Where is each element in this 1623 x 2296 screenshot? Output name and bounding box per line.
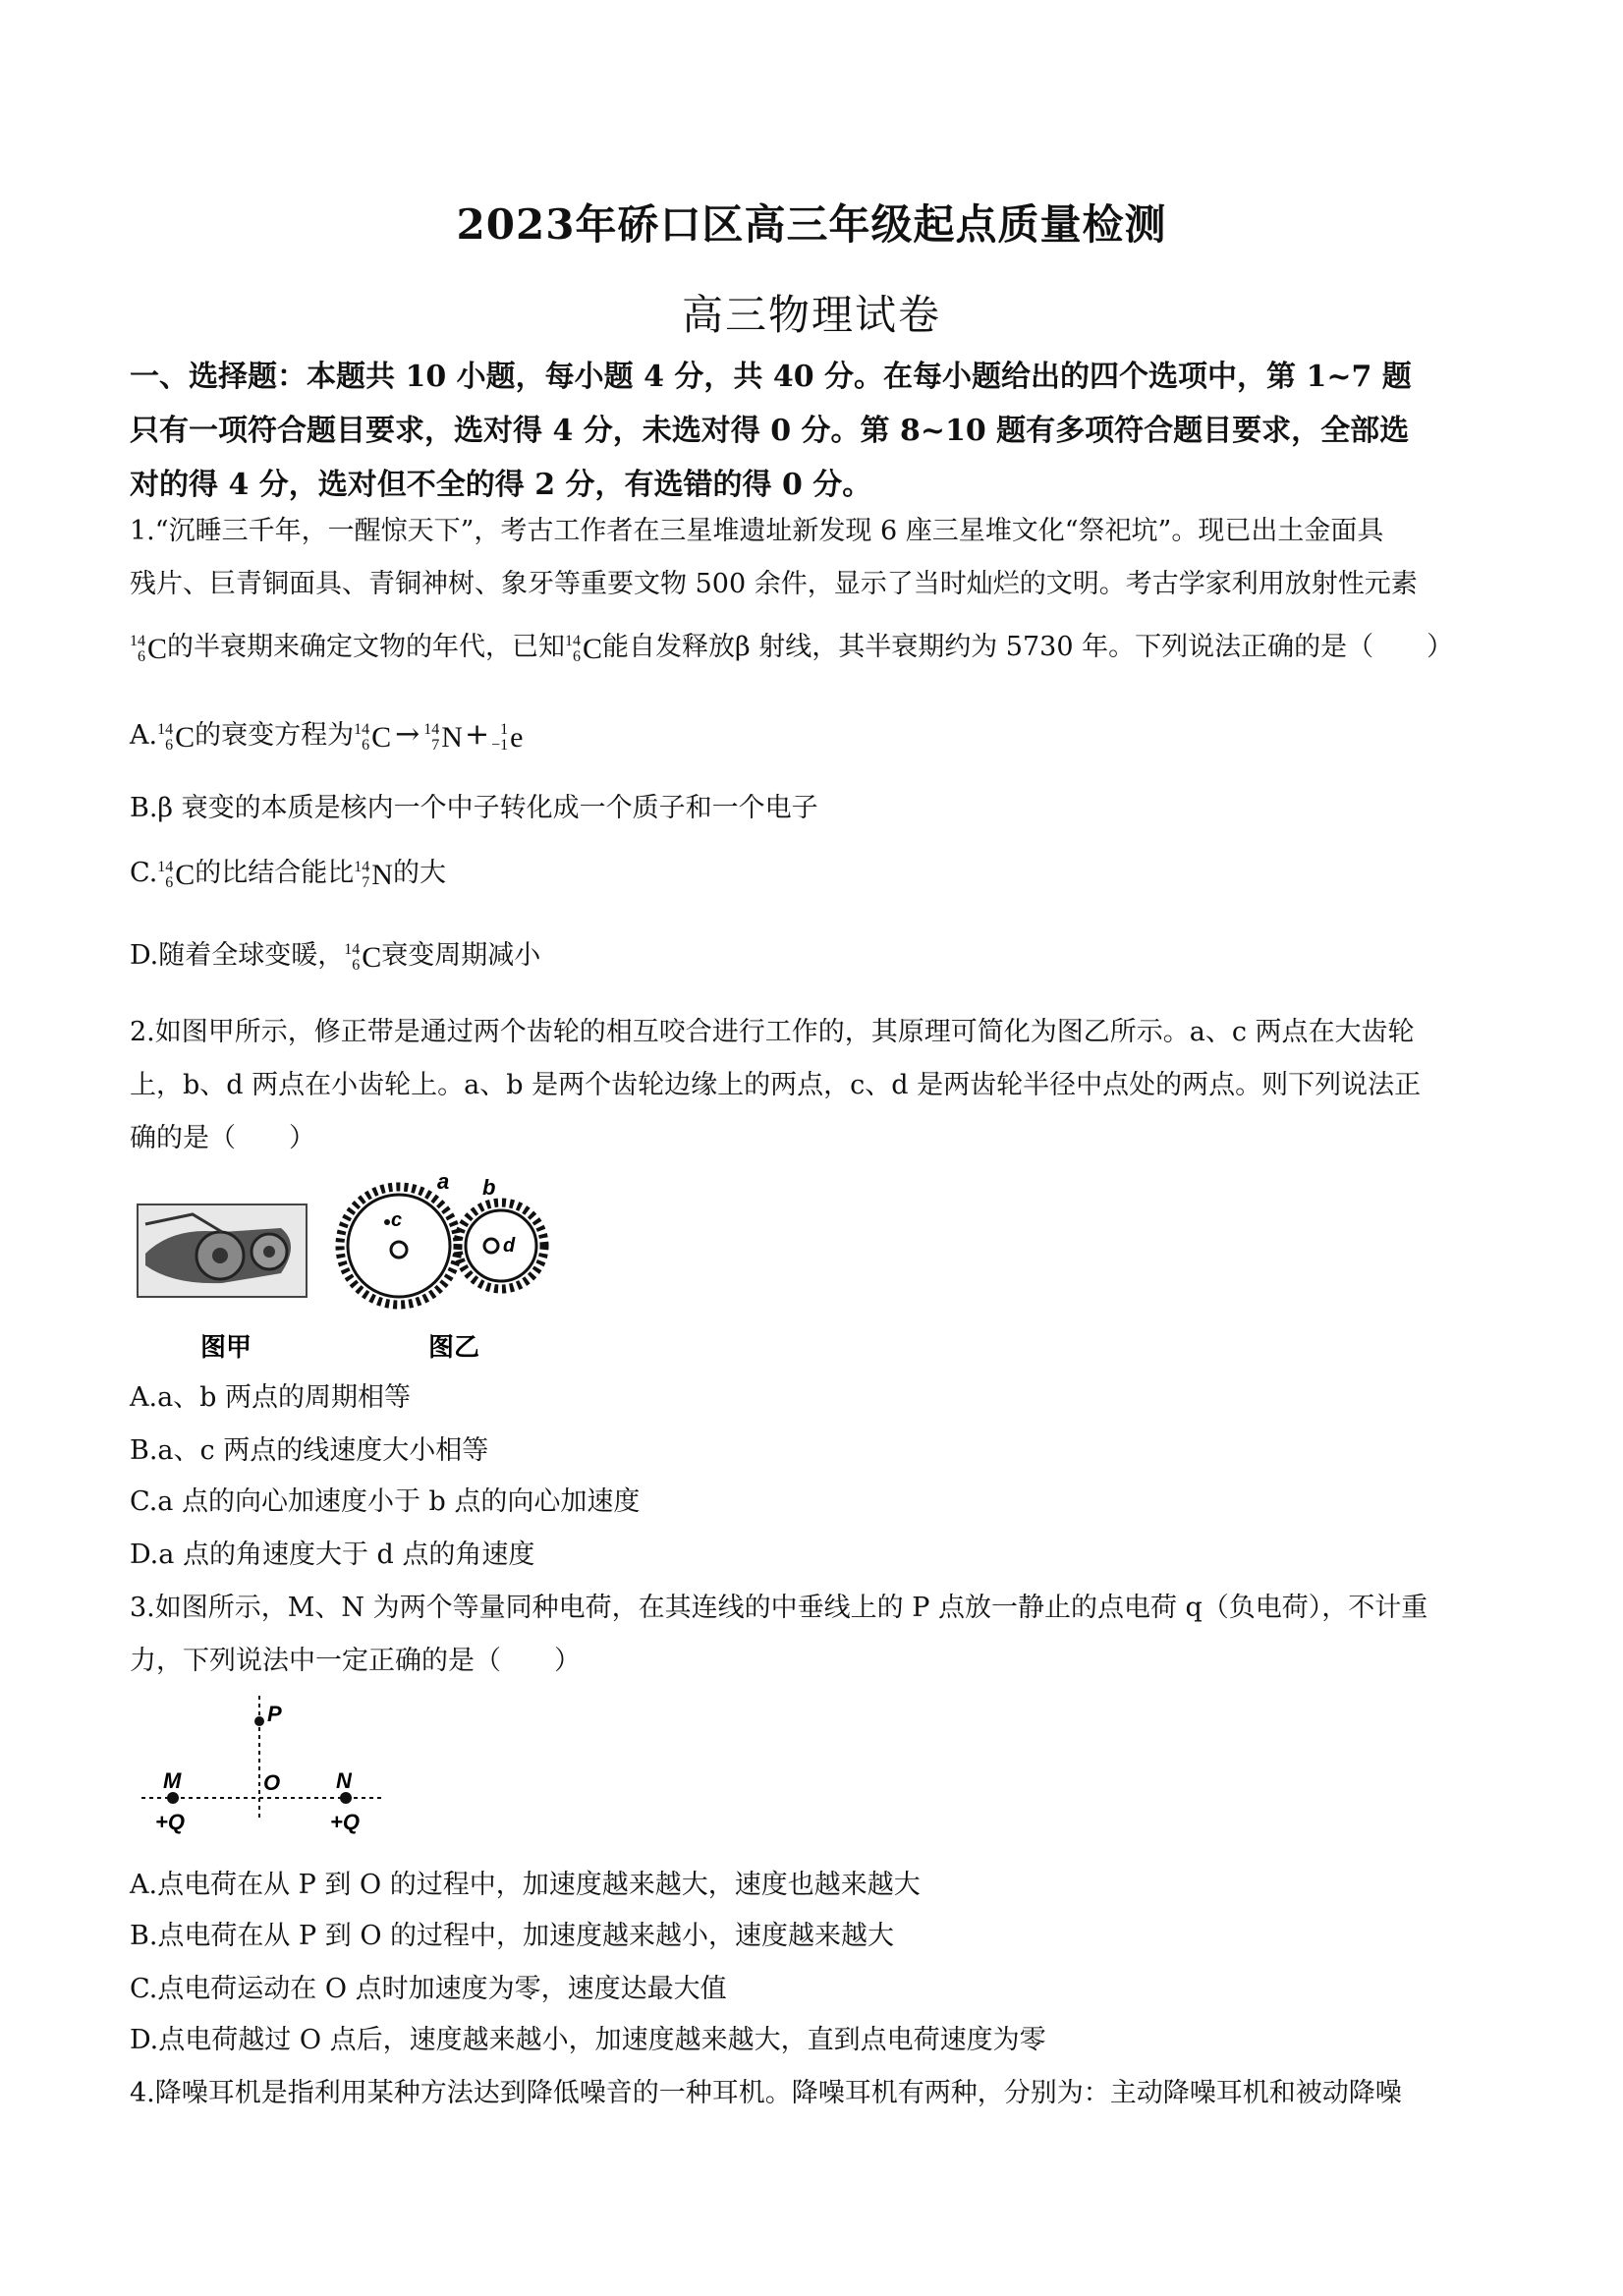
section-instructions (130, 350, 1505, 512)
q3-option-d: D.点电荷越过 O 点后，速度越来越小，加速度越来越大，直到点电荷速度为零 (130, 2025, 1046, 2055)
q1-option-a: A. 14 6 C的衰变方程为 14 6 C → 14 7 N+ 1 −1 e (130, 717, 524, 754)
nuclide-c14: 14 6 C (157, 720, 196, 754)
q1-line-2: 残片、巨青铜面具、青铜神树、象牙等重要文物 500 余件，显示了当时灿烂的文明。考古学家利用放射性元素 (130, 569, 1418, 599)
q2-option-c: C.a 点的向心加速度小于 b 点的向心加速度 (130, 1486, 641, 1517)
correction-tape-photo (138, 1204, 307, 1297)
label-N: N (336, 1768, 352, 1793)
gear-label-d: d (503, 1235, 516, 1257)
q2-line-3: 确的是（ ） (130, 1123, 315, 1153)
q1-option-c: C. 14 6 C的比结合能比 14 7 N的大 (130, 858, 446, 891)
q1-line-1: 1.“沉睡三千年，一醒惊天下”，考古工作者在三星堆遗址新发现 6 座三星堆文化“祭祀坑”。现已出土金面具 (130, 516, 1384, 546)
charge-N-dot (340, 1792, 352, 1804)
figure-yi-caption: 图乙 (428, 1332, 480, 1362)
point-P-dot (254, 1716, 264, 1726)
nuclide-n14: 14 7 N (354, 858, 393, 891)
nuclide-electron: 1 −1 e (491, 720, 524, 754)
small-gear (458, 1203, 544, 1289)
q2-option-b: B.a、c 两点的线速度大小相等 (130, 1435, 489, 1466)
label-O: O (263, 1770, 281, 1795)
nuclide-c14: 14 6 C (565, 632, 603, 665)
label-P: P (267, 1702, 282, 1726)
q3-line-2: 力，下列说法中一定正确的是（ ） (130, 1646, 581, 1676)
gear-label-b: b (482, 1175, 496, 1200)
q1-option-d: D.随着全球变暖， 14 6 C衰变周期减小 (130, 940, 541, 974)
nuclide-n14: 14 7 N (423, 720, 463, 754)
gear-label-c: c (391, 1209, 403, 1231)
label-charge-Q-right: +Q (330, 1810, 360, 1834)
nuclide-c14: 14 6 C (157, 858, 196, 891)
q2-option-d: D.a 点的角速度大于 d 点的角速度 (130, 1540, 535, 1570)
figure-jia-caption: 图甲 (200, 1332, 252, 1362)
gear-label-a: a (437, 1175, 450, 1194)
nuclide-c14: 14 6 C (344, 940, 382, 974)
q2-line-2: 上，b、d 两点在小齿轮上。a、b 是两个齿轮边缘上的两点，c、d 是两齿轮半径中点处的两点。则下列说法正 (130, 1070, 1422, 1100)
gear-figure (134, 1175, 576, 1372)
q1-line-3-text-a: 的半衰期来确定文物的年代，已知 (167, 632, 566, 662)
label-charge-Q-left: +Q (155, 1810, 185, 1834)
q2-line-1: 2.如图甲所示，修正带是通过两个齿轮的相互咬合进行工作的，其原理可简化为图乙所示。a、c 两点在大齿轮 (130, 1017, 1415, 1047)
q1-line-3 (130, 625, 1453, 666)
big-gear (340, 1187, 458, 1305)
nuclide-c14: 14 6 C (130, 632, 168, 665)
q1-option-b: B.β 衰变的本质是核内一个中子转化成一个质子和一个电子 (130, 793, 818, 823)
section-line-2: 只有一项符合题目要求，选对得 4 分，未选对得 0 分。第 8~10 题有多项符合题目要求，全部选 (130, 414, 1410, 448)
label-M: M (163, 1768, 182, 1793)
nuclide-c14: 14 6 C (354, 720, 392, 754)
section-line-1: 一、选择题：本题共 10 小题，每小题 4 分，共 40 分。在每小题给出的四个选项中，第 1~7 题 (130, 360, 1412, 394)
section-line-3: 对的得 4 分，选对但不全的得 2 分，有选错的得 0 分。 (130, 468, 872, 502)
q3-option-a: A.点电荷在从 P 到 O 的过程中，加速度越来越大，速度也越来越大 (130, 1870, 921, 1900)
exam-subtitle: 高三物理试卷 (681, 291, 941, 339)
q4-line-1: 4.降噪耳机是指利用某种方法达到降低噪音的一种耳机。降噪耳机有两种，分别为：主动降噪耳机和被动降噪 (130, 2078, 1402, 2108)
q3-option-c: C.点电荷运动在 O 点时加速度为零，速度达最大值 (130, 1974, 727, 2004)
exam-title: 2023年硚口区高三年级起点质量检测 (456, 200, 1167, 249)
charge-figure (138, 1692, 393, 1839)
charge-M-dot (167, 1792, 179, 1804)
q3-option-b: B.点电荷在从 P 到 O 的过程中，加速度越来越小，速度越来越大 (130, 1921, 895, 1951)
q2-option-a: A.a、b 两点的周期相等 (130, 1382, 412, 1413)
q1-line-3-text-b: 能自发释放β 射线，其半衰期约为 5730 年。下列说法正确的是（ ） (602, 632, 1454, 662)
arrow-symbol: → (395, 717, 420, 752)
q3-line-1: 3.如图所示，M、N 为两个等量同种电荷，在其连线的中垂线上的 P 点放一静止的点电荷 q（负电荷），不计重 (130, 1593, 1428, 1623)
